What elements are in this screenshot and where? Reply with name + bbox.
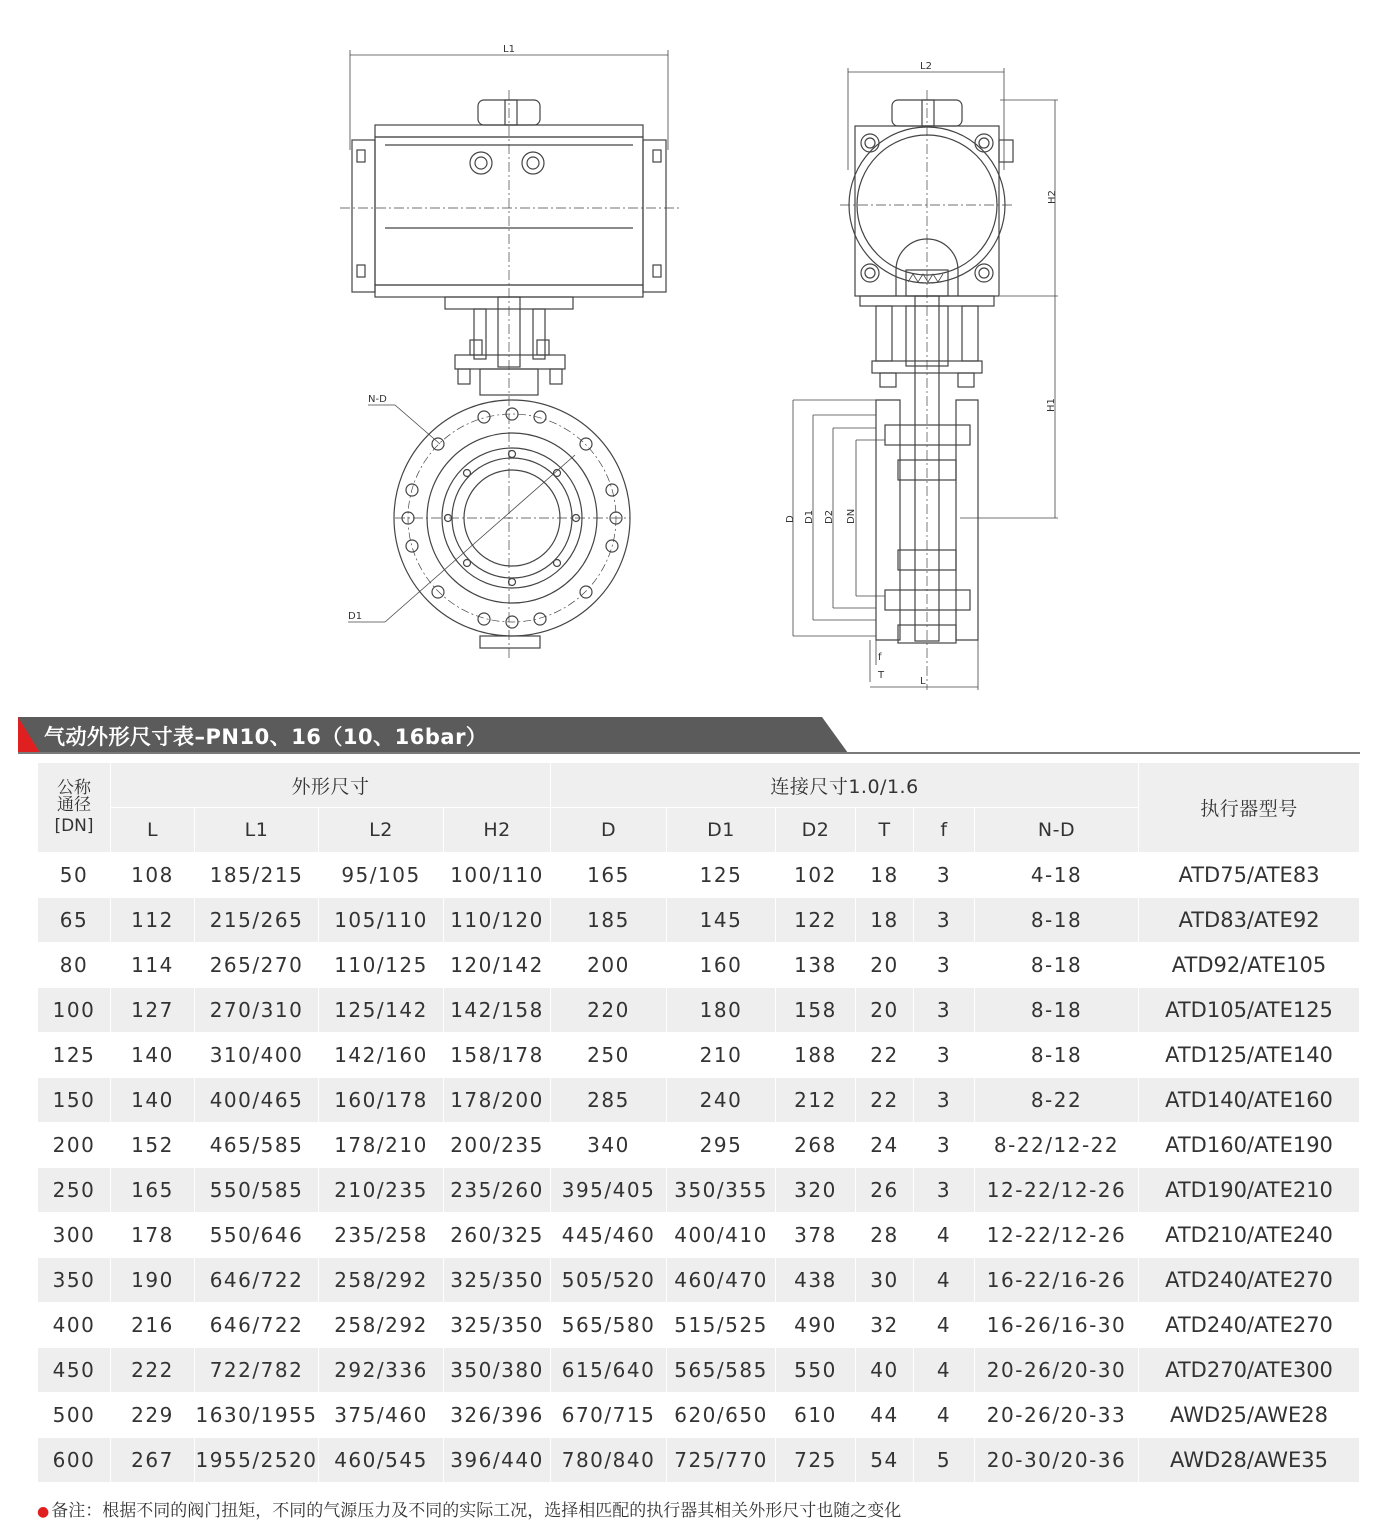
- table-cell: 8-18: [975, 898, 1139, 943]
- table-row: [38, 853, 1360, 898]
- table-cell: 12-22/12-26: [975, 1168, 1139, 1213]
- table-cell: 400/465: [195, 1078, 319, 1123]
- table-cell: 190: [111, 1258, 195, 1303]
- table-cell: 3: [914, 1033, 975, 1078]
- table-cell: 165: [551, 853, 667, 898]
- table-cell: 4: [914, 1258, 975, 1303]
- header-dn-line3: [DN]: [54, 816, 94, 836]
- header-group-connect: 连接尺寸1.0/1.6: [551, 763, 1139, 808]
- table-cell: 600: [38, 1438, 111, 1483]
- table-cell: 138: [776, 943, 856, 988]
- table-row: [38, 1438, 1360, 1483]
- table-cell: 5: [914, 1438, 975, 1483]
- table-cell: 40: [856, 1348, 914, 1393]
- header-col-d2: D2: [776, 808, 856, 853]
- technical-drawing: [0, 0, 1390, 700]
- banner-underline: [18, 752, 1360, 754]
- table-cell: 267: [111, 1438, 195, 1483]
- table-cell: 258/292: [319, 1258, 444, 1303]
- table-cell: 3: [914, 1078, 975, 1123]
- table-cell: 270/310: [195, 988, 319, 1033]
- table-cell: 160: [667, 943, 776, 988]
- table-cell: 550/646: [195, 1213, 319, 1258]
- table-cell: 30: [856, 1258, 914, 1303]
- table-cell: 210/235: [319, 1168, 444, 1213]
- table-cell: 16-22/16-26: [975, 1258, 1139, 1303]
- table-row: [38, 898, 1360, 943]
- table-cell: 8-18: [975, 988, 1139, 1033]
- table-cell: 300: [38, 1213, 111, 1258]
- table-cell: 670/715: [551, 1393, 667, 1438]
- table-cell: 235/260: [444, 1168, 551, 1213]
- table-cell: 350/380: [444, 1348, 551, 1393]
- table-cell: 8-22: [975, 1078, 1139, 1123]
- table-cell: 8-18: [975, 1033, 1139, 1078]
- table-cell: 152: [111, 1123, 195, 1168]
- table-row: [38, 1348, 1360, 1393]
- section-banner: [18, 717, 1360, 757]
- table-cell: 722/782: [195, 1348, 319, 1393]
- table-cell: 1630/1955: [195, 1393, 319, 1438]
- table-cell: 150: [38, 1078, 111, 1123]
- table-cell: 465/585: [195, 1123, 319, 1168]
- header-col-l1: L1: [195, 808, 319, 853]
- label-l1: L1: [503, 44, 515, 55]
- header-actuator: 执行器型号: [1139, 763, 1360, 853]
- table-cell: 3: [914, 943, 975, 988]
- table-cell: 20-30/20-36: [975, 1438, 1139, 1483]
- table-body: [38, 853, 1360, 1483]
- table-cell: 350: [38, 1258, 111, 1303]
- table-cell: 565/580: [551, 1303, 667, 1348]
- table-cell: 22: [856, 1033, 914, 1078]
- table-cell: 725: [776, 1438, 856, 1483]
- table-cell: 550: [776, 1348, 856, 1393]
- table-cell: 16-26/16-30: [975, 1303, 1139, 1348]
- footnote: [37, 1496, 901, 1521]
- table-cell: 178/200: [444, 1078, 551, 1123]
- table-cell: 114: [111, 943, 195, 988]
- table-cell: 3: [914, 1123, 975, 1168]
- table-cell-actuator: ATD83/ATE92: [1139, 898, 1360, 943]
- table-cell: 122: [776, 898, 856, 943]
- table-cell: 200: [38, 1123, 111, 1168]
- header-dn-line1: 公称: [57, 778, 91, 798]
- label-d: D: [785, 515, 796, 523]
- table-cell: 65: [38, 898, 111, 943]
- table-cell: 4: [914, 1303, 975, 1348]
- table-cell: 180: [667, 988, 776, 1033]
- table-cell: 140: [111, 1033, 195, 1078]
- table-cell: 325/350: [444, 1303, 551, 1348]
- table-row: [38, 943, 1360, 988]
- table-cell: 3: [914, 853, 975, 898]
- table-row: [38, 1033, 1360, 1078]
- table-cell-actuator: AWD25/AWE28: [1139, 1393, 1360, 1438]
- footnote-text: 备注：根据不同的阀门扭矩，不同的气源压力及不同的实际工况，选择相匹配的执行器其相关外形尺寸也随之变化: [51, 1501, 902, 1521]
- table-cell: 18: [856, 898, 914, 943]
- table-cell: 120/142: [444, 943, 551, 988]
- table-row: [38, 1213, 1360, 1258]
- table-cell: 158: [776, 988, 856, 1033]
- table-cell-actuator: ATD75/ATE83: [1139, 853, 1360, 898]
- table-cell: 127: [111, 988, 195, 1033]
- table-cell: 3: [914, 988, 975, 1033]
- label-t: T: [878, 670, 885, 681]
- table-cell: 610: [776, 1393, 856, 1438]
- table-cell-actuator: ATD270/ATE300: [1139, 1348, 1360, 1393]
- table-cell: 112: [111, 898, 195, 943]
- table-cell: 222: [111, 1348, 195, 1393]
- table-cell-actuator: ATD210/ATE240: [1139, 1213, 1360, 1258]
- table-cell: 460/545: [319, 1438, 444, 1483]
- table-cell: 8-22/12-22: [975, 1123, 1139, 1168]
- header-col-f: f: [914, 808, 975, 853]
- table-cell: 515/525: [667, 1303, 776, 1348]
- table-cell: 646/722: [195, 1258, 319, 1303]
- table-cell: 350/355: [667, 1168, 776, 1213]
- table-cell: 260/325: [444, 1213, 551, 1258]
- table-cell: 400: [38, 1303, 111, 1348]
- table-cell: 1955/2520: [195, 1438, 319, 1483]
- table-cell: 265/270: [195, 943, 319, 988]
- table-row: [38, 1393, 1360, 1438]
- label-d1-front: D1: [348, 611, 363, 622]
- table-cell: 285: [551, 1078, 667, 1123]
- table-row: [38, 1123, 1360, 1168]
- table-cell-actuator: AWD28/AWE35: [1139, 1438, 1360, 1483]
- table-cell-actuator: ATD140/ATE160: [1139, 1078, 1360, 1123]
- table-cell: 185/215: [195, 853, 319, 898]
- table-cell: 400/410: [667, 1213, 776, 1258]
- table-cell: 378: [776, 1213, 856, 1258]
- table-cell: 326/396: [444, 1393, 551, 1438]
- header-col-d1: D1: [667, 808, 776, 853]
- table-cell: 26: [856, 1168, 914, 1213]
- table-row: [38, 988, 1360, 1033]
- table-cell: 165: [111, 1168, 195, 1213]
- table-cell: 20: [856, 943, 914, 988]
- table-cell: 325/350: [444, 1258, 551, 1303]
- label-l: L: [920, 676, 926, 687]
- dimension-table: [37, 762, 1360, 1483]
- table-cell-actuator: ATD240/ATE270: [1139, 1303, 1360, 1348]
- table-cell: 220: [551, 988, 667, 1033]
- label-f: f: [878, 652, 882, 663]
- table-cell: 3: [914, 898, 975, 943]
- label-h2: H2: [1047, 190, 1058, 204]
- table-row: [38, 1168, 1360, 1213]
- label-l2: L2: [920, 61, 932, 72]
- table-cell: 450: [38, 1348, 111, 1393]
- table-cell: 320: [776, 1168, 856, 1213]
- table-cell-actuator: ATD240/ATE270: [1139, 1258, 1360, 1303]
- front-view: [340, 44, 680, 660]
- table-cell: 229: [111, 1393, 195, 1438]
- table-cell: 32: [856, 1303, 914, 1348]
- table-cell: 100: [38, 988, 111, 1033]
- table-cell: 212: [776, 1078, 856, 1123]
- table-cell: 4: [914, 1213, 975, 1258]
- table-cell: 445/460: [551, 1213, 667, 1258]
- table-cell: 12-22/12-26: [975, 1213, 1139, 1258]
- table-cell: 460/470: [667, 1258, 776, 1303]
- header-col-l: L: [111, 808, 195, 853]
- table-cell: 24: [856, 1123, 914, 1168]
- table-cell: 310/400: [195, 1033, 319, 1078]
- table-cell: 44: [856, 1393, 914, 1438]
- table-cell: 125: [667, 853, 776, 898]
- table-cell: 200/235: [444, 1123, 551, 1168]
- table-cell: 4-18: [975, 853, 1139, 898]
- table-cell-actuator: ATD190/ATE210: [1139, 1168, 1360, 1213]
- table-cell: 95/105: [319, 853, 444, 898]
- table-cell-actuator: ATD160/ATE190: [1139, 1123, 1360, 1168]
- table-cell: 140: [111, 1078, 195, 1123]
- table-cell: 240: [667, 1078, 776, 1123]
- table-cell: 142/160: [319, 1033, 444, 1078]
- table-row: [38, 1303, 1360, 1348]
- side-view: [785, 61, 1058, 690]
- label-d2: D2: [824, 509, 835, 524]
- table-cell: 8-18: [975, 943, 1139, 988]
- table-row: [38, 1078, 1360, 1123]
- table-cell: 725/770: [667, 1438, 776, 1483]
- table-cell: 250: [38, 1168, 111, 1213]
- table-cell: 505/520: [551, 1258, 667, 1303]
- label-h1: H1: [1046, 398, 1057, 412]
- table-cell: 178: [111, 1213, 195, 1258]
- table-cell: 50: [38, 853, 111, 898]
- table-cell: 500: [38, 1393, 111, 1438]
- table-cell: 188: [776, 1033, 856, 1078]
- table-cell: 3: [914, 1168, 975, 1213]
- table-cell: 295: [667, 1123, 776, 1168]
- table-cell: 28: [856, 1213, 914, 1258]
- table-cell: 18: [856, 853, 914, 898]
- table-cell: 4: [914, 1393, 975, 1438]
- table-row: [38, 1258, 1360, 1303]
- table-cell: 780/840: [551, 1438, 667, 1483]
- table-cell-actuator: ATD105/ATE125: [1139, 988, 1360, 1033]
- table-cell: 216: [111, 1303, 195, 1348]
- table-cell: 110/120: [444, 898, 551, 943]
- table-cell: 4: [914, 1348, 975, 1393]
- table-cell: 20-26/20-30: [975, 1348, 1139, 1393]
- table-cell: 646/722: [195, 1303, 319, 1348]
- table-cell: 20: [856, 988, 914, 1033]
- table-cell: 158/178: [444, 1033, 551, 1078]
- table-cell: 565/585: [667, 1348, 776, 1393]
- header-col-nd: N-D: [975, 808, 1139, 853]
- table-cell: 375/460: [319, 1393, 444, 1438]
- banner-title: 气动外形尺寸表–PN10、16（10、16bar）: [44, 725, 488, 749]
- table-cell: 100/110: [444, 853, 551, 898]
- table-cell: 292/336: [319, 1348, 444, 1393]
- label-nd: N-D: [368, 394, 387, 405]
- header-col-h2: H2: [444, 808, 551, 853]
- table-cell: 142/158: [444, 988, 551, 1033]
- valve-drawing-svg: [0, 0, 1390, 700]
- table-cell: 145: [667, 898, 776, 943]
- table-cell-actuator: ATD92/ATE105: [1139, 943, 1360, 988]
- table-cell: 210: [667, 1033, 776, 1078]
- table-cell: 438: [776, 1258, 856, 1303]
- table-cell: 620/650: [667, 1393, 776, 1438]
- table-cell: 250: [551, 1033, 667, 1078]
- table-cell: 615/640: [551, 1348, 667, 1393]
- table-cell: 258/292: [319, 1303, 444, 1348]
- table-cell: 20-26/20-33: [975, 1393, 1139, 1438]
- table-cell: 125: [38, 1033, 111, 1078]
- header-col-l2: L2: [319, 808, 444, 853]
- table-cell: 125/142: [319, 988, 444, 1033]
- table-cell: 160/178: [319, 1078, 444, 1123]
- table-cell: 200: [551, 943, 667, 988]
- table-cell: 490: [776, 1303, 856, 1348]
- header-dn-line2: 通径: [57, 795, 91, 815]
- table-cell: 54: [856, 1438, 914, 1483]
- table-cell: 395/405: [551, 1168, 667, 1213]
- table-cell: 396/440: [444, 1438, 551, 1483]
- header-col-t: T: [856, 808, 914, 853]
- table-cell: 268: [776, 1123, 856, 1168]
- footnote-bullet: ●: [37, 1504, 50, 1520]
- label-dn: DN: [846, 508, 857, 524]
- table-cell: 215/265: [195, 898, 319, 943]
- table-cell: 235/258: [319, 1213, 444, 1258]
- table-cell: 102: [776, 853, 856, 898]
- label-d1-side: D1: [804, 509, 815, 524]
- table-cell: 340: [551, 1123, 667, 1168]
- table-cell: 178/210: [319, 1123, 444, 1168]
- table-cell: 105/110: [319, 898, 444, 943]
- header-col-d: D: [551, 808, 667, 853]
- table-cell: 110/125: [319, 943, 444, 988]
- table-cell: 80: [38, 943, 111, 988]
- table-cell: 108: [111, 853, 195, 898]
- table-cell-actuator: ATD125/ATE140: [1139, 1033, 1360, 1078]
- table-cell: 185: [551, 898, 667, 943]
- header-dn: [38, 763, 111, 853]
- header-group-outline: 外形尺寸: [111, 763, 551, 808]
- table-cell: 22: [856, 1078, 914, 1123]
- table-cell: 550/585: [195, 1168, 319, 1213]
